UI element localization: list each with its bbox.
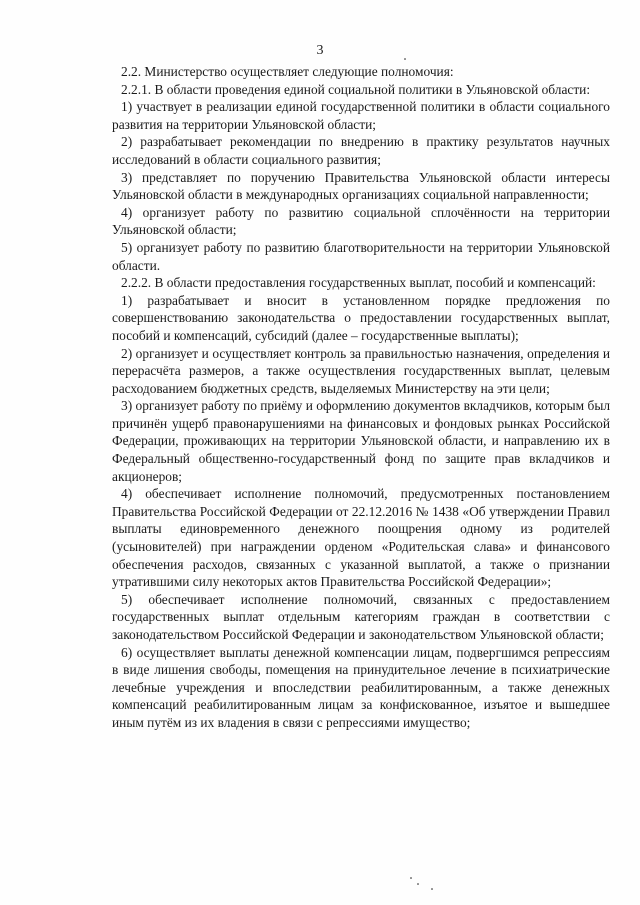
list-item: 2) разрабатывает рекомендации по внедрению в практику результатов научных исследований в области социального развития; [112,134,610,167]
list-item: 4) обеспечивает исполнение полномочий, предусмотренных постановлением Правительства Российской Федерации от 22.12.2016 № 1438 «Об утверждении Правил выплаты единовременного денежного поощрения одному из родителей (усыновителей) при награждении орденом «Родительская слава» и финансового обеспечения расходов, связанных с указанной выплатой, а также о признании утратившими силу некоторых актов Правительства Российской Федерации»; [112,486,610,590]
list-item: 6) осуществляет выплаты денежной компенсации лицам, подвергшимся репрессиям в виде лишения свободы, помещения на принудительное лечение в психиатрические лечебные учреждения и впоследствии реабилитированным, а также денежных компенсаций реабилитированным лицам за конфискованное, изъятое и вышедшее иным путём из их владения в связи с репрессиями имущество; [112,644,610,730]
list-item: 1) участвует в реализации единой государственной политики в области социального развития на территории Ульяновской области; [112,99,610,132]
scan-speck [417,883,419,885]
subsection-heading: 2.2.1. В области проведения единой социальной политики в Ульяновской области: [121,81,591,97]
list-item: 5) организует работу по развитию благотворительности на территории Ульяновской области. [112,239,610,273]
list-item: 4) организует работу по развитию социальной сплочённости на территории Ульяновской области; [112,204,610,238]
scan-speck [404,58,406,60]
list-item: 5) обеспечивает исполнение полномочий, связанных с предоставлением государственных выплат отдельным категориям граждан в соответствии с законодательством Российской Федерации и законодательством Ульяновской области; [112,591,610,642]
list-item: 3) представляет по поручению Правительства Ульяновской области интересы Ульяновской области в международных организациях социальной направленности; [112,169,610,203]
scan-speck [410,877,412,879]
section-heading: 2.2. Министерство осуществляет следующие полномочия: [121,64,454,79]
list-item: 1) разрабатывает и вносит в установленном порядке предложения по совершенствованию законодательства о предоставлении государственных выплат, пособий и компенсаций, субсидий (далее – государственные выплаты); [112,292,610,343]
subsection-heading: 2.2.2. В области предоставления государственных выплат, пособий и компенсаций: [121,275,596,291]
page-number: 3 [316,43,324,58]
list-item: 2) организует и осуществляет контроль за правильностью назначения, определения и перерасчёта размеров, а также осуществления государственных выплат, целевым расходованием бюджетных средств, выделяемых Министерству на эти цели; [112,345,610,396]
list-item: 3) организует работу по приёму и оформлению документов вкладчиков, которым был причинён ущерб правонарушениями на финансовых и фондовых рынках Российской Федерации, проживающих на территории Ульяновской области, и направлению их в Федеральный общественно-государственный фонд по защите прав вкладчиков и акционеров; [112,398,610,484]
document-body [112,63,610,732]
scan-speck [431,888,433,890]
